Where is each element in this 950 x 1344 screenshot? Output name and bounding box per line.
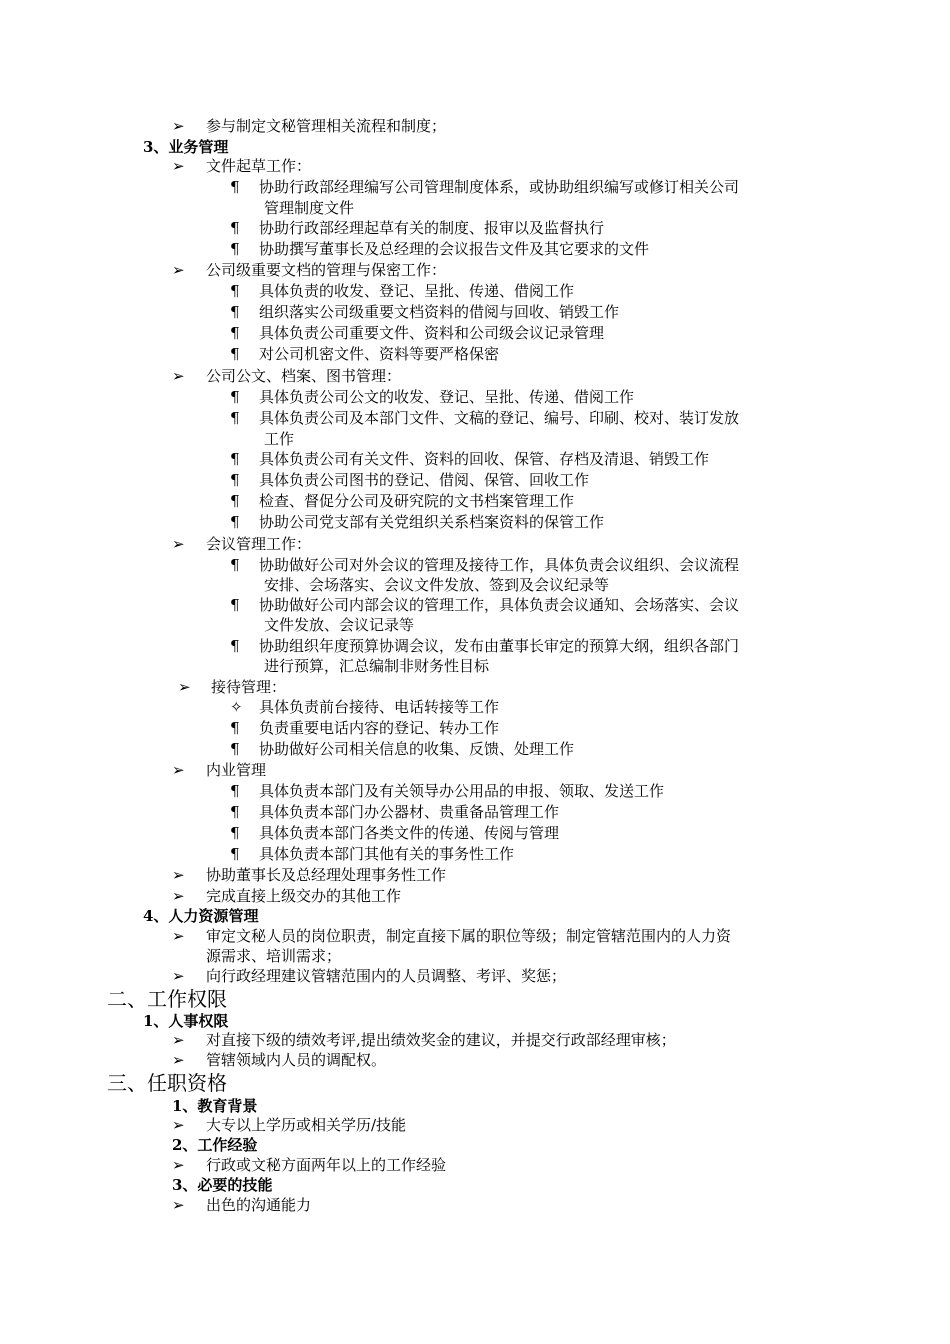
arrow-bullet-icon: ➢ <box>172 866 185 884</box>
arrow-bullet-icon: ➢ <box>172 117 185 135</box>
pilcrow-bullet-icon: ¶ <box>230 303 240 321</box>
arrow-bullet-icon: ➢ <box>172 1156 185 1174</box>
sub-list-item-text: 协助行政部经理起草有关的制度、报审以及监督执行 <box>259 219 605 237</box>
sub-list-item-text: 进行预算，汇总编制非财务性目标 <box>264 657 490 675</box>
sub-list-item-text: 协助撰写董事长及总经理的会议报告文件及其它要求的文件 <box>259 240 650 258</box>
arrow-bullet-icon: ➢ <box>172 157 185 175</box>
list-item-text: 公司公文、档案、图书管理： <box>206 367 402 385</box>
pilcrow-bullet-icon: ¶ <box>230 782 240 800</box>
pilcrow-bullet-icon: ¶ <box>230 845 240 863</box>
pilcrow-bullet-icon: ¶ <box>230 719 240 737</box>
list-item-text: 公司级重要文档的管理与保密工作： <box>206 261 447 279</box>
sub-list-item-text: 具体负责的收发、登记、呈批、传递、借阅工作 <box>259 282 575 300</box>
pilcrow-bullet-icon: ¶ <box>230 471 240 489</box>
pilcrow-bullet-icon: ¶ <box>230 824 240 842</box>
list-item-text: 完成直接上级交办的其他工作 <box>206 887 402 905</box>
list-item-text: 文件起草工作： <box>206 157 312 175</box>
list-item-text: 参与制定文秘管理相关流程和制度； <box>206 117 447 135</box>
sub-list-item-text: 负责重要电话内容的登记、转办工作 <box>259 719 500 737</box>
list-item-text: 大专以上学历或相关学历/技能 <box>206 1116 407 1134</box>
list-item-text: 向行政经理建议管辖范围内的人员调整、考评、奖惩； <box>206 967 567 985</box>
pilcrow-bullet-icon: ¶ <box>230 596 240 614</box>
sub-list-item-text: 具体负责公司重要文件、资料和公司级会议记录管理 <box>259 324 605 342</box>
section-heading-text: 1、人事权限 <box>143 1012 229 1030</box>
sub-list-item-text: 具体负责本部门其他有关的事务性工作 <box>259 845 515 863</box>
pilcrow-bullet-icon: ¶ <box>230 282 240 300</box>
chapter-heading-text: 二、工作权限 <box>107 987 227 1011</box>
pilcrow-bullet-icon: ¶ <box>230 178 240 196</box>
pilcrow-bullet-icon: ¶ <box>230 409 240 427</box>
sub-list-item-text: 检查、督促分公司及研究院的文书档案管理工作 <box>259 492 575 510</box>
list-item-text: 协助董事长及总经理处理事务性工作 <box>206 866 447 884</box>
sub-list-item-text: 工作 <box>264 430 295 448</box>
arrow-bullet-icon: ➢ <box>172 367 185 385</box>
section-heading-text: 3、业务管理 <box>143 138 229 156</box>
list-item-text: 管辖领域内人员的调配权。 <box>206 1051 387 1069</box>
sub-list-item-text: 具体负责本部门各类文件的传递、传阅与管理 <box>259 824 560 842</box>
arrow-bullet-icon: ➢ <box>172 887 185 905</box>
arrow-bullet-icon: ➢ <box>172 927 185 945</box>
list-item-text: 审定文秘人员的岗位职责，制定直接下属的职位等级；制定管辖范围内的人力资 <box>206 927 732 945</box>
sub-list-item-text: 组织落实公司级重要文档资料的借阅与回收、销毁工作 <box>259 303 620 321</box>
sub-list-item-text: 对公司机密文件、资料等要严格保密 <box>259 345 500 363</box>
section-heading-text: 2、工作经验 <box>172 1136 258 1154</box>
arrow-bullet-icon: ➢ <box>172 535 185 553</box>
sub-list-item-text: 协助做好公司内部会议的管理工作，具体负责会议通知、会场落实、会议 <box>259 596 740 614</box>
list-item-text: 对直接下级的绩效考评,提出绩效奖金的建议，并提交行政部经理审核； <box>206 1031 676 1049</box>
sub-list-item-text: 具体负责本部门及有关领导办公用品的申报、领取、发送工作 <box>259 782 665 800</box>
sub-list-item-text: 文件发放、会议记录等 <box>264 616 415 634</box>
sub-list-item-text: 协助组织年度预算协调会议，发布由董事长审定的预算大纲，组织各部门 <box>259 637 740 655</box>
sub-list-item-text: 具体负责本部门办公器材、贵重备品管理工作 <box>259 803 560 821</box>
chapter-heading-text: 三、任职资格 <box>107 1071 227 1095</box>
pilcrow-bullet-icon: ¶ <box>230 492 240 510</box>
pilcrow-bullet-icon: ¶ <box>230 240 240 258</box>
list-item-text: 出色的沟通能力 <box>206 1196 312 1214</box>
pilcrow-bullet-icon: ¶ <box>230 324 240 342</box>
arrow-bullet-icon: ➢ <box>172 1051 185 1069</box>
sub-list-item-text: 具体负责公司公文的收发、登记、呈批、传递、借阅工作 <box>259 388 635 406</box>
sub-list-item-text: 协助行政部经理编写公司管理制度体系，或协助组织编写或修订相关公司 <box>259 178 740 196</box>
sub-list-item-text: 具体负责公司及本部门文件、文稿的登记、编号、印刷、校对、装订发放 <box>259 409 740 427</box>
list-item-text: 内业管理 <box>206 761 267 779</box>
section-heading-text: 3、必要的技能 <box>172 1176 273 1194</box>
arrow-bullet-icon: ➢ <box>178 678 191 696</box>
arrow-bullet-icon: ➢ <box>172 261 185 279</box>
sub-list-item-text: 具体负责公司图书的登记、借阅、保管、回收工作 <box>259 471 590 489</box>
list-item-text: 行政或文秘方面两年以上的工作经验 <box>206 1156 447 1174</box>
arrow-bullet-icon: ➢ <box>172 761 185 779</box>
pilcrow-bullet-icon: ¶ <box>230 740 240 758</box>
arrow-bullet-icon: ➢ <box>172 1031 185 1049</box>
sub-list-item-text: 具体负责公司有关文件、资料的回收、保管、存档及清退、销毁工作 <box>259 450 710 468</box>
sub-list-item-text: 安排、会场落实、会议文件发放、签到及会议纪录等 <box>264 576 610 594</box>
pilcrow-bullet-icon: ¶ <box>230 450 240 468</box>
list-item-text: 会议管理工作： <box>206 535 312 553</box>
diamond-bullet-icon: ✧ <box>230 698 243 716</box>
sub-list-item-text: 协助公司党支部有关党组织关系档案资料的保管工作 <box>259 513 605 531</box>
sub-list-item-text: 具体负责前台接待、电话转接等工作 <box>259 698 500 716</box>
section-heading-text: 4、人力资源管理 <box>143 907 259 925</box>
sub-list-item-text: 协助做好公司对外会议的管理及接待工作，具体负责会议组织、会议流程 <box>259 556 740 574</box>
arrow-bullet-icon: ➢ <box>172 1116 185 1134</box>
section-heading-text: 1、教育背景 <box>172 1097 258 1115</box>
pilcrow-bullet-icon: ¶ <box>230 803 240 821</box>
pilcrow-bullet-icon: ¶ <box>230 219 240 237</box>
arrow-bullet-icon: ➢ <box>172 967 185 985</box>
pilcrow-bullet-icon: ¶ <box>230 637 240 655</box>
sub-list-item-text: 协助做好公司相关信息的收集、反馈、处理工作 <box>259 740 575 758</box>
pilcrow-bullet-icon: ¶ <box>230 345 240 363</box>
pilcrow-bullet-icon: ¶ <box>230 513 240 531</box>
pilcrow-bullet-icon: ¶ <box>230 556 240 574</box>
list-item-text: 源需求、培训需求； <box>206 947 342 965</box>
pilcrow-bullet-icon: ¶ <box>230 388 240 406</box>
sub-list-item-text: 管理制度文件 <box>264 199 355 217</box>
list-item-text: 接待管理： <box>211 678 287 696</box>
arrow-bullet-icon: ➢ <box>172 1196 185 1214</box>
